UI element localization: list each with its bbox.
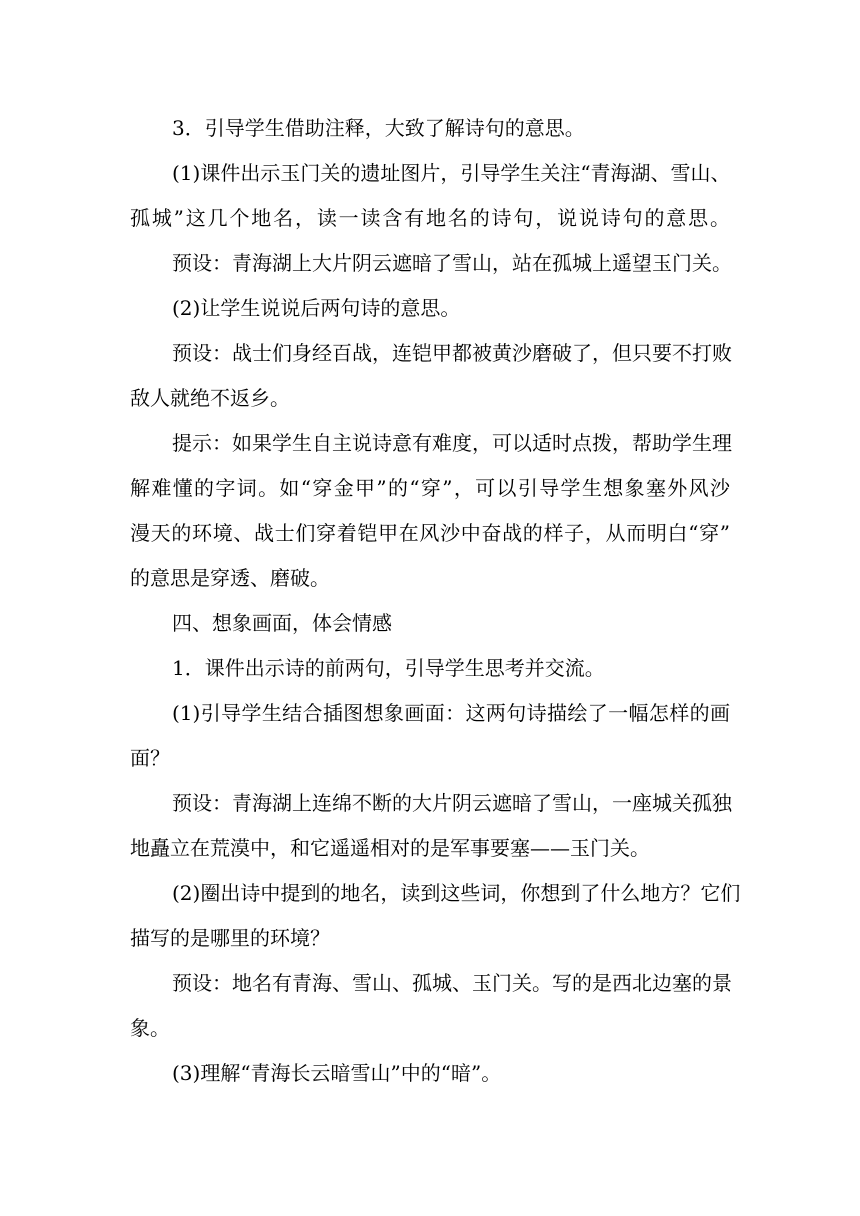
text-line: 漫天的环境、战士们穿着铠甲在风沙中奋战的样子，从而明白“穿”	[130, 521, 730, 545]
text-line: 敌人就绝不返乡。	[130, 386, 290, 410]
section-heading: 四、想象画面，体会情感	[172, 611, 392, 635]
text-line: 提示：如果学生自主说诗意有难度，可以适时点拨，帮助学生理	[172, 431, 732, 455]
text-line: (3)理解“青海长云暗雪山”中的“暗”。	[172, 1061, 502, 1085]
text-line: (1)引导学生结合插图想象画面：这两句诗描绘了一幅怎样的画	[172, 701, 730, 725]
text-line: 1．课件出示诗的前两句，引导学生思考并交流。	[172, 656, 605, 680]
text-line: 地矗立在荒漠中，和它遥遥相对的是军事要塞——玉门关。	[130, 836, 650, 860]
text-line: 解难懂的字词。如“穿金甲”的“穿”，可以引导学生想象塞外风沙	[130, 476, 730, 500]
text-line: (2)圈出诗中提到的地名，读到这些词，你想到了什么地方？它们	[172, 881, 741, 905]
text-line: 预设：战士们身经百战，连铠甲都被黄沙磨破了，但只要不打败	[172, 341, 732, 365]
text-line: 的意思是穿透、磨破。	[130, 566, 330, 590]
text-line: 面？	[130, 746, 170, 770]
text-line: (1)课件出示玉门关的遗址图片，引导学生关注“青海湖、雪山、	[172, 161, 731, 185]
text-line: 预设：青海湖上大片阴云遮暗了雪山，站在孤城上遥望玉门关。	[172, 251, 732, 275]
text-line: 预设：地名有青海、雪山、孤城、玉门关。写的是西北边塞的景	[172, 971, 732, 995]
text-line: 3．引导学生借助注释，大致了解诗句的意思。	[172, 116, 585, 140]
text-line: 描写的是哪里的环境？	[130, 926, 330, 950]
text-line: 象。	[130, 1016, 170, 1040]
text-line: 孤城”这几个地名，读一读含有地名的诗句，说说诗句的意思。	[130, 206, 730, 230]
text-line: 预设：青海湖上连绵不断的大片阴云遮暗了雪山，一座城关孤独	[172, 791, 732, 815]
text-line: (2)让学生说说后两句诗的意思。	[172, 296, 461, 320]
